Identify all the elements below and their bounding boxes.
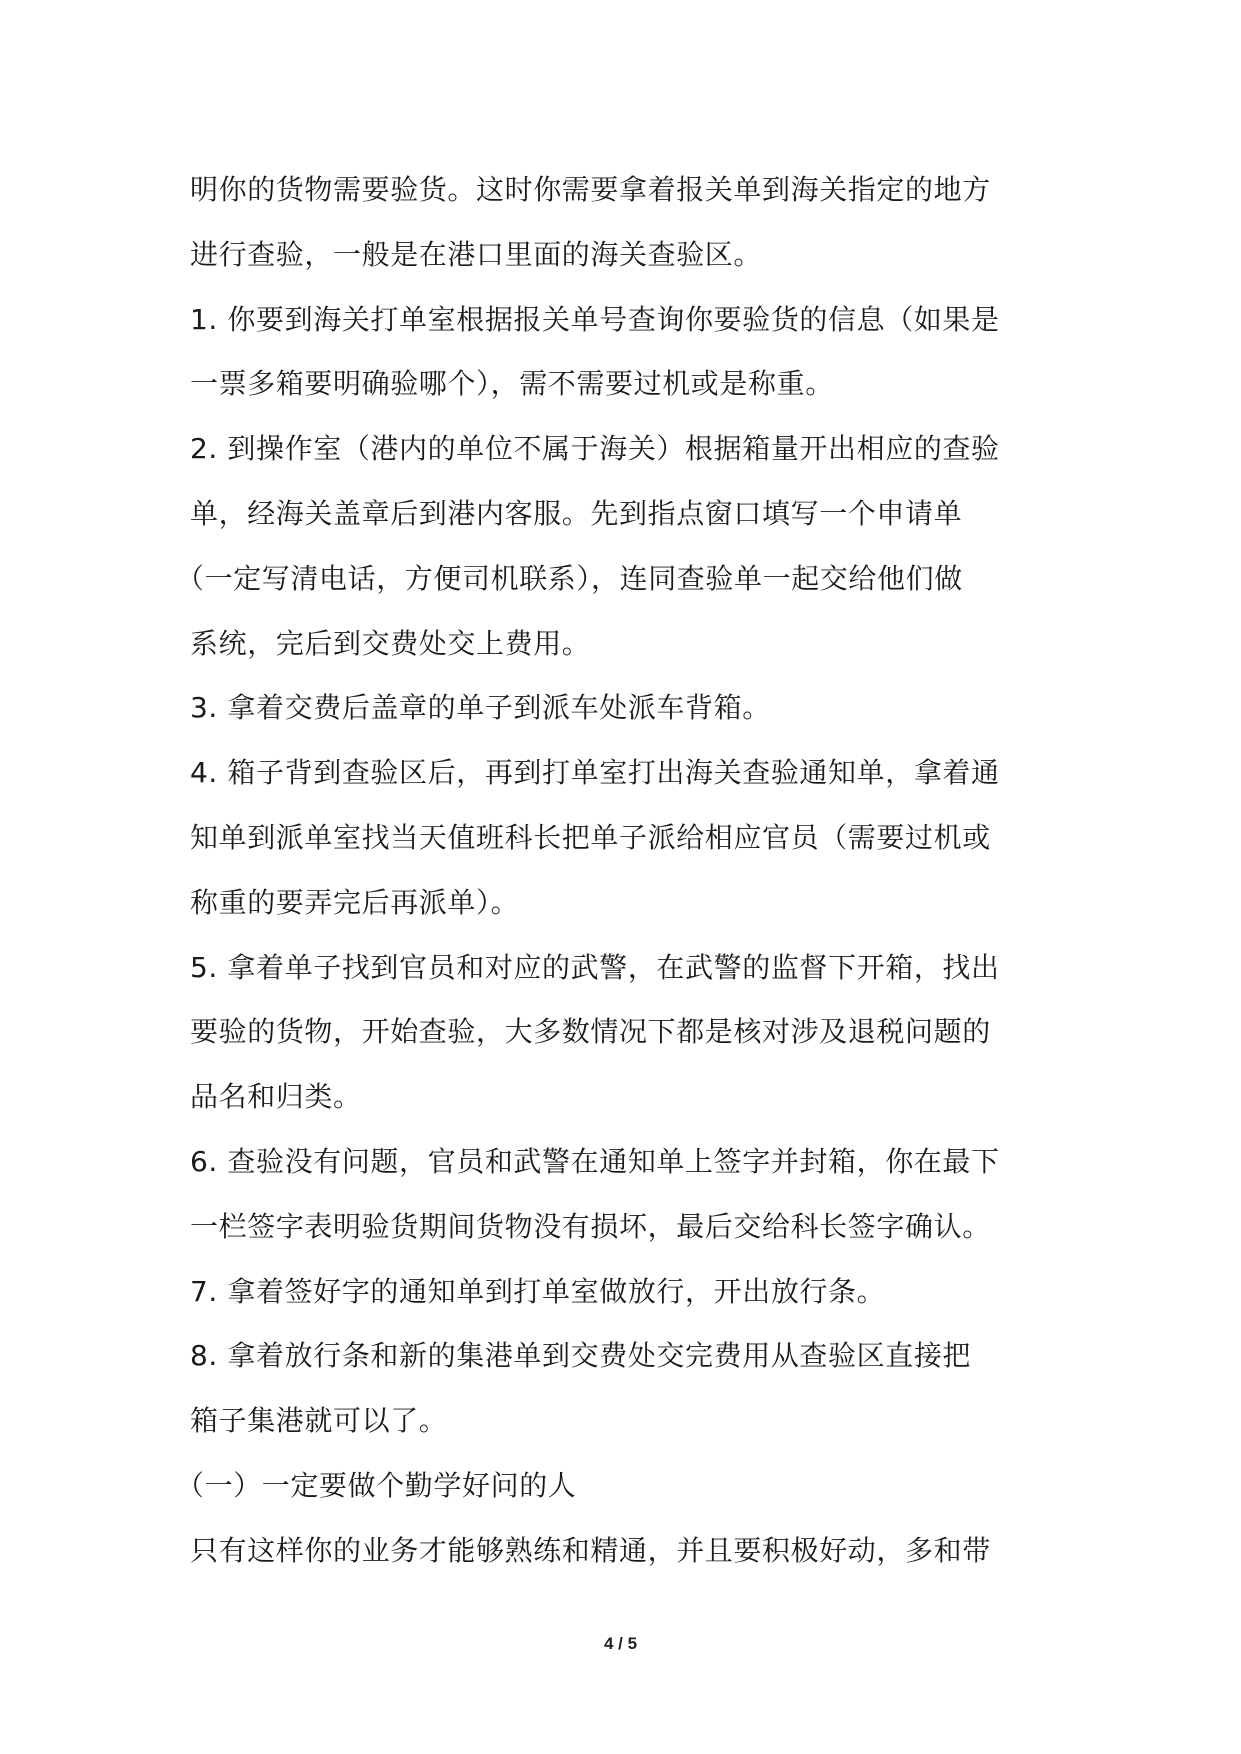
text-line: 系统，完后到交费处交上费用。 xyxy=(190,626,591,660)
text-line: 4. 箱子背到查验区后，再到打单室打出海关查验通知单，拿着通 xyxy=(190,756,1000,790)
text-line: 2. 到操作室（港内的单位不属于海关）根据箱量开出相应的查验 xyxy=(190,432,1000,466)
text-line: 只有这样你的业务才能够熟练和精通，并且要积极好动，多和带 xyxy=(190,1533,991,1567)
text-line: 一票多箱要明确验哪个），需不需要过机或是称重。 xyxy=(190,367,834,401)
text-line: 5. 拿着单子找到官员和对应的武警，在武警的监督下开箱，找出 xyxy=(190,950,1000,984)
text-line: 要验的货物，开始查验，大多数情况下都是核对涉及退税问题的 xyxy=(190,1015,991,1049)
text-line: 8. 拿着放行条和新的集港单到交费处交完费用从查验区直接把 xyxy=(190,1339,972,1373)
text-line: 6. 查验没有问题，官员和武警在通知单上签字并封箱，你在最下 xyxy=(190,1144,1000,1178)
body-text xyxy=(176,158,1070,1584)
text-line: 1. 你要到海关打单室根据报关单号查询你要验货的信息（如果是 xyxy=(190,302,1000,336)
text-line: 3. 拿着交费后盖章的单子到派车处派车背箱。 xyxy=(190,691,771,725)
text-line: 品名和归类。 xyxy=(190,1080,362,1114)
text-line: 知单到派单室找当天值班科长把单子派给相应官员（需要过机或 xyxy=(190,820,991,854)
text-line: （一定写清电话，方便司机联系），连同查验单一起交给他们做 xyxy=(176,561,963,595)
text-line: 进行查验，一般是在港口里面的海关查验区。 xyxy=(190,237,763,271)
text-line: 明你的货物需要验货。这时你需要拿着报关单到海关指定的地方 xyxy=(190,173,991,206)
text-line: 称重的要弄完后再派单）。 xyxy=(190,885,520,919)
text-line: 单，经海关盖章后到港内客服。先到指点窗口填写一个申请单 xyxy=(190,496,963,530)
text-line: 7. 拿着签好字的通知单到打单室做放行，开出放行条。 xyxy=(190,1274,886,1308)
text-line: 一栏签字表明验货期间货物没有损坏，最后交给科长签字确认。 xyxy=(190,1209,991,1243)
text-line: 箱子集港就可以了。 xyxy=(190,1404,448,1438)
page-number: 4 / 5 xyxy=(603,1634,638,1653)
section-heading: （一）一定要做个勤学好问的人 xyxy=(176,1468,577,1502)
